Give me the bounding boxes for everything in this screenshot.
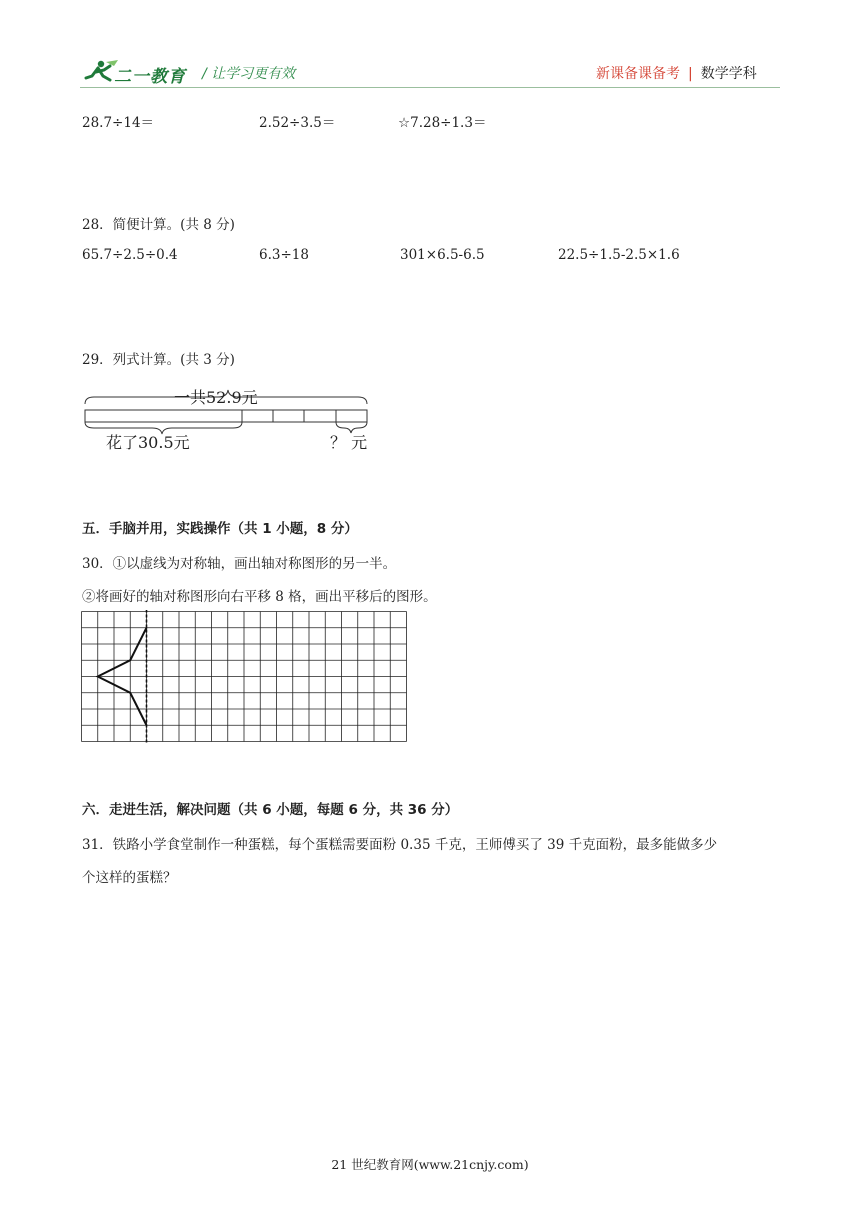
section-6-title: 六．走进生活，解决问题（共 6 小题，每题 6 分，共 36 分） xyxy=(82,802,459,818)
diagram-unknown-label: ？ 元 xyxy=(330,433,368,452)
page-footer: 21 世纪教育网(www.21cnjy.com) xyxy=(331,1157,529,1172)
logo-text: 二一教育 xyxy=(114,67,186,87)
q30-line-2: ②将画好的轴对称图形向右平移 8 格，画出平移后的图形。 xyxy=(82,589,437,605)
header-subject-label: 数学学科 xyxy=(700,66,757,82)
q28-item-1: 65.7÷2.5÷0.4 xyxy=(82,247,178,263)
q28-item-4: 22.5÷1.5-2.5×1.6 xyxy=(558,247,680,263)
q27-item-1: 28.7÷14＝ xyxy=(82,115,155,131)
q30-line-1: 30．①以虚线为对称轴，画出轴对称图形的另一半。 xyxy=(82,556,397,572)
drawing-grid xyxy=(80,610,407,744)
header-course-label: 新课备课备考 xyxy=(596,66,680,82)
q27-item-3: ☆7.28÷1.3＝ xyxy=(398,115,487,131)
header-separator: | xyxy=(688,66,693,82)
header-right xyxy=(596,63,757,83)
q28-title: 28．简便计算。(共 8 分) xyxy=(82,217,235,233)
header-slogan: / 让学习更有效 xyxy=(202,66,296,82)
q31-line-2: 个这样的蛋糕？ xyxy=(82,870,177,886)
q31-line-1: 31．铁路小学食堂制作一种蛋糕，每个蛋糕需要面粉 0.35 千克，王师傅买了 39 千克面粉，最多能做多少 xyxy=(82,837,718,853)
diagram-spent-label: 花了30.5元 xyxy=(106,433,190,452)
section-5-title: 五．手脑并用，实践操作（共 1 小题，8 分） xyxy=(82,521,358,537)
header-divider xyxy=(80,87,780,88)
q27-item-2: 2.52÷3.5＝ xyxy=(259,115,336,131)
q28-item-3: 301×6.5-6.5 xyxy=(400,247,485,263)
q28-item-2: 6.3÷18 xyxy=(259,247,309,263)
q29-title: 29．列式计算。(共 3 分) xyxy=(82,352,235,368)
diagram-total-label: 一共52.9元 xyxy=(174,388,258,407)
